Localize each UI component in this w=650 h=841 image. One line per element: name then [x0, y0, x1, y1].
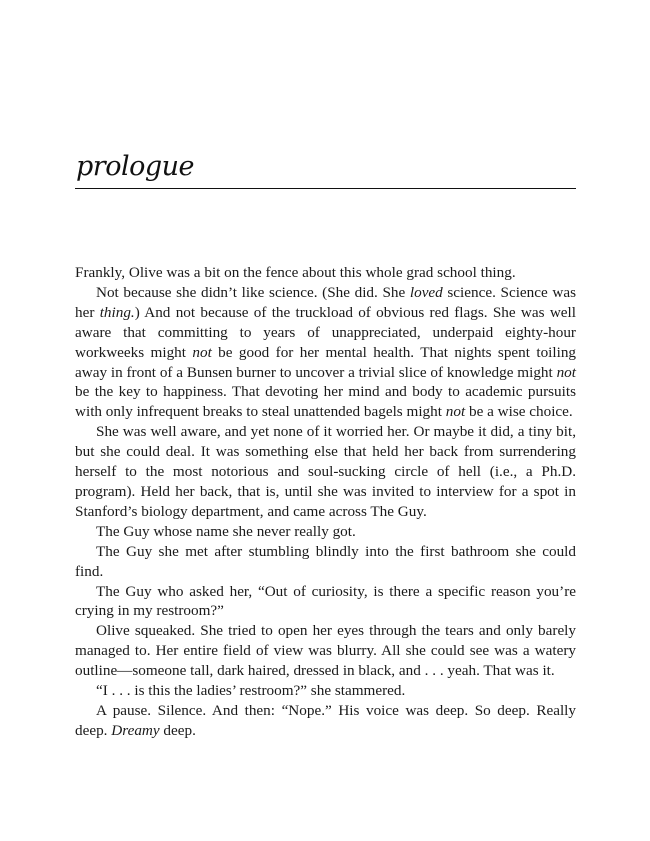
text-run: ) And not because of the truckload of obvious red flags. She was well aware that committing to years of unappreciated, underpaid eighty-hour workweeks might [75, 303, 576, 361]
text-run: science. Science was her [75, 283, 576, 321]
paragraph [75, 621, 576, 681]
italic-text: Dreamy [111, 721, 160, 739]
chapter-heading [75, 150, 576, 189]
paragraph [75, 681, 576, 701]
text-run: She was well aware, and yet none of it worried her. Or maybe it did, a tiny bit, but she could deal. It was something else that held her back from surrendering herself to the most notorious and soul-sucking circle of hell (i.e., a Ph.D. program). Held her back, that is, until she was invited to interview for a spot in Stanford’s biology department, and came across The Guy. [75, 423, 576, 520]
italic-text: not [192, 343, 212, 361]
text-run: Frankly, Olive was a bit on the fence about this whole grad school thing. [75, 264, 516, 281]
text-run: “I . . . is this the ladies’ restroom?” she stammered. [96, 682, 406, 700]
text-run: Not because she didn’t like science. (She did. She [96, 283, 410, 301]
text-run: be good for her mental health. That nights spent toiling away in front of a Bunsen burner to uncover a trivial slice of knowledge might [75, 343, 577, 381]
paragraph [75, 542, 576, 582]
chapter-title: prologue [76, 151, 194, 182]
body-text [75, 263, 576, 741]
text-run: deep. [159, 721, 196, 739]
text-run: The Guy she met after stumbling blindly into the first bathroom she could find. [75, 542, 576, 580]
text-run: The Guy who asked her, “Out of curiosity, is there a specific reason you’re crying in my restroom?” [75, 582, 576, 620]
paragraph [75, 422, 576, 522]
paragraph [75, 283, 576, 422]
paragraph [75, 582, 576, 622]
italic-text: not [445, 403, 466, 421]
paragraph [75, 522, 576, 542]
text-run: A pause. Silence. And then: “Nope.” His voice was deep. So deep. Really deep. [75, 701, 576, 739]
text-run: be a wise choice. [465, 403, 573, 421]
paragraph [75, 701, 576, 741]
italic-text: loved [409, 283, 443, 301]
italic-text: thing. [99, 303, 135, 321]
text-run: be the key to happiness. That devoting her mind and body to academic pursuits with only infrequent breaks to steal unattended bagels might [75, 383, 576, 421]
paragraph [75, 263, 576, 283]
text-run: Olive squeaked. She tried to open her eyes through the tears and only barely managed to. Her entire field of view was blurry. All she could see was a watery outline—someone tall, dark haired, dressed in black, and . . . yeah. That was it. [75, 622, 576, 680]
text-run: The Guy whose name she never really got. [96, 522, 356, 540]
italic-text: not [556, 363, 576, 381]
